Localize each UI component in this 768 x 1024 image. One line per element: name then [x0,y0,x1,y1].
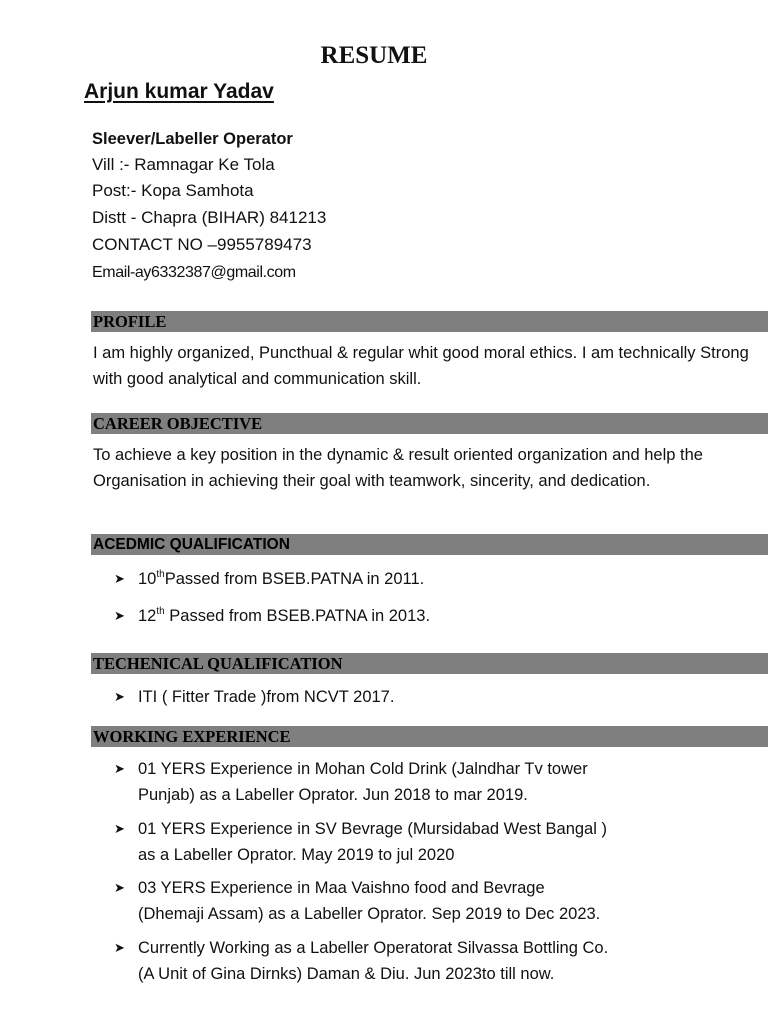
profile-text: I am highly organized, Puncthual & regular whit good moral ethics. I am technically Strong with good analytical and communication skill. [93,344,749,388]
list-item [114,875,754,927]
list-item [114,935,754,987]
item-text: Passed from BSEB.PATNA in 2013. [164,607,431,625]
arrow-bullet-icon: ➤ [114,761,125,776]
list-item [114,684,754,710]
grade-number: 12 [138,607,157,625]
item-line: Punjab) as a Labeller Oprator. Jun 2018 to mar 2019. [138,786,528,804]
section-heading-career-objective: CAREER OBJECTIVE [91,413,768,434]
experience-list-3 [114,875,754,927]
section-heading-profile: PROFILE [91,311,768,332]
candidate-name: Arjun kumar Yadav [84,80,274,103]
list-item [114,603,754,629]
arrow-bullet-icon: ➤ [114,571,125,586]
list-item [114,756,754,808]
experience-list-1 [114,756,754,808]
arrow-bullet-icon: ➤ [114,880,125,895]
experience-list-2 [114,816,754,868]
item-line: (Dhemaji Assam) as a Labeller Oprator. Sep 2019 to Dec 2023. [138,905,601,923]
address-post: Post:- Kopa Samhota [92,181,254,200]
section-heading-experience: WORKING EXPERIENCE [91,726,768,747]
section-heading-academic: ACEDMIC QUALIFICATION [91,534,768,555]
arrow-bullet-icon: ➤ [114,608,125,623]
item-line: Currently Working as a Labeller Operatorat Silvassa Bottling Co. [138,939,609,957]
arrow-bullet-icon: ➤ [114,940,125,955]
item-line: 01 YERS Experience in SV Bevrage (Mursidabad West Bangal ) [138,820,607,838]
experience-list-4 [114,935,754,987]
item-text: Passed from BSEB.PATNA in 2011. [164,570,425,588]
item-line: as a Labeller Oprator. May 2019 to jul 2020 [138,846,455,864]
section-heading-technical: TECHENICAL QUALIFICATION [91,653,768,674]
item-line: 03 YERS Experience in Maa Vaishno food and Bevrage [138,879,545,897]
address-village: Vill :- Ramnagar Ke Tola [92,155,275,174]
item-text: ITI ( Fitter Trade )from NCVT 2017. [138,688,395,706]
list-item [114,816,754,868]
technical-list [114,684,754,710]
academic-list-2 [114,603,754,629]
item-line: (A Unit of Gina Dirnks) Daman & Diu. Jun 2023to till now. [138,965,555,983]
contact-phone: CONTACT NO –9955789473 [92,235,312,254]
job-title: Sleever/Labeller Operator [92,130,293,148]
grade-suffix: th [156,605,165,617]
address-district: Distt - Chapra (BIHAR) 841213 [92,208,327,227]
arrow-bullet-icon: ➤ [114,689,125,704]
academic-list [114,566,754,592]
career-objective-text: To achieve a key position in the dynamic & result oriented organization and help the Organisation in achieving their goal with teamwork, sincerity, and dedication. [93,446,703,490]
contact-email: Email-ay6332387@gmail.com [92,264,296,281]
grade-number: 10 [138,570,157,588]
document-title: RESUME [320,42,428,69]
item-line: 01 YERS Experience in Mohan Cold Drink (Jalndhar Tv tower [138,760,588,778]
arrow-bullet-icon: ➤ [114,821,125,836]
grade-suffix: th [156,568,165,580]
list-item [114,566,754,592]
